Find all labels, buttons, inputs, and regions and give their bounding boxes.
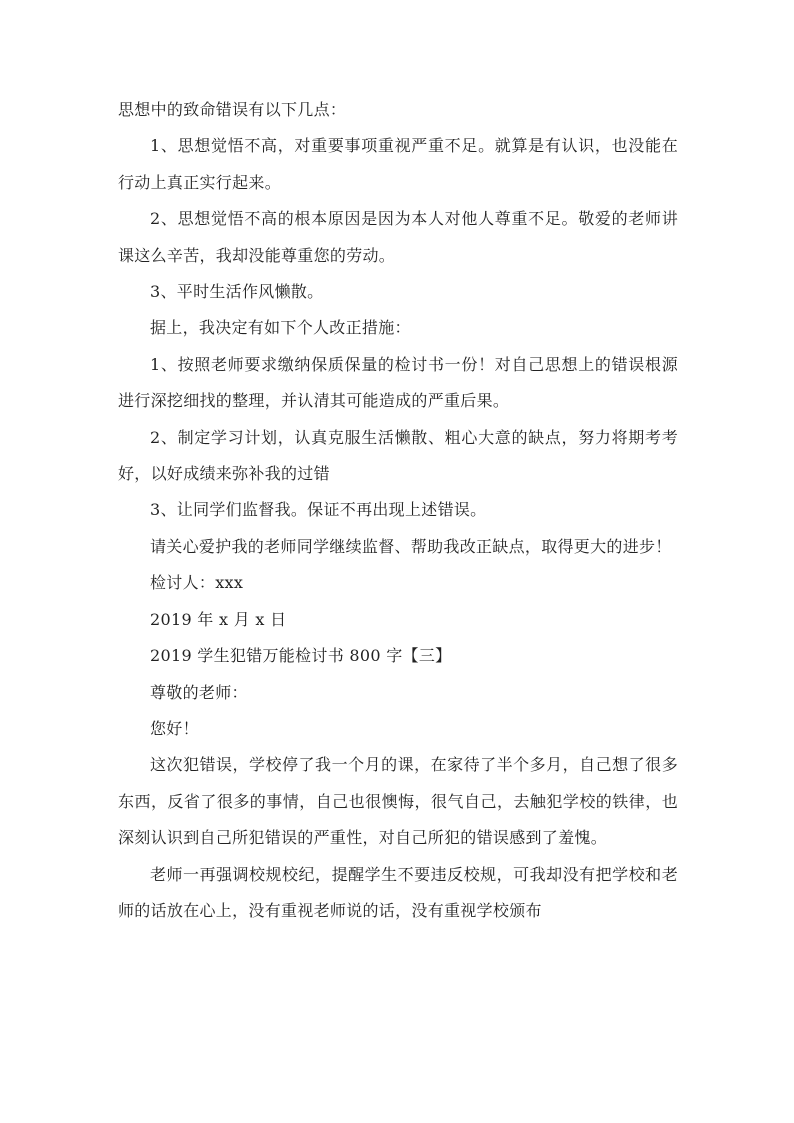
paragraph-intro: 思想中的致命错误有以下几点：: [118, 100, 347, 119]
signature-line: 检讨人：xxx: [150, 573, 244, 593]
salutation: 尊敬的老师：: [150, 682, 248, 702]
paragraph-closing-request: 请关心爱护我的老师同学继续监督、帮助我改正缺点，取得更大的进步！: [150, 536, 672, 556]
paragraph-measure-2: 2、制定学习计划，认真克服生活懒散、粗心大意的缺点，努力将期考考好，以好成绩来弥补我的过错: [118, 427, 678, 484]
paragraph-error-1: 1、思想觉悟不高，对重要事项重视严重不足。就算是有认识，也没能在行动上真正实行起来。: [118, 136, 678, 192]
section-title: 2019 学生犯错万能检讨书 800 字【三】: [150, 646, 452, 666]
paragraph-error-3: 3、平时生活作风懒散。: [150, 282, 324, 302]
date-line: 2019 年 x 月 x 日: [150, 609, 287, 629]
paragraph-reflection: 这次犯错误，学校停了我一个月的课，在家待了半个多月，自己想了很多东西，反省了很多的事情，自己也很懊悔，很气自己，去触犯学校的铁律，也深刻认识到自己所犯错误的严重性，对自己所犯的错误感到了羞愧。: [118, 755, 678, 848]
paragraph-measures-intro: 据上，我决定有如下个人改正措施：: [150, 318, 411, 338]
paragraph-error-2: 2、思想觉悟不高的根本原因是因为本人对他人尊重不足。敬爱的老师讲课这么辛苦，我却没能尊重您的劳动。: [118, 209, 678, 265]
paragraph-rules: 老师一再强调校规校纪，提醒学生不要违反校规，可我却没有把学校和老师的话放在心上，没有重视老师说的话，没有重视学校颁布: [118, 864, 678, 920]
document-body: [118, 92, 678, 929]
paragraph-measure-1: 1、按照老师要求缴纳保质保量的检讨书一份！对自己思想上的错误根源进行深挖细找的整理，并认清其可能造成的严重后果。: [118, 354, 678, 411]
paragraph-measure-3: 3、让同学们监督我。保证不再出现上述错误。: [150, 500, 487, 520]
greeting: 您好！: [150, 718, 199, 738]
